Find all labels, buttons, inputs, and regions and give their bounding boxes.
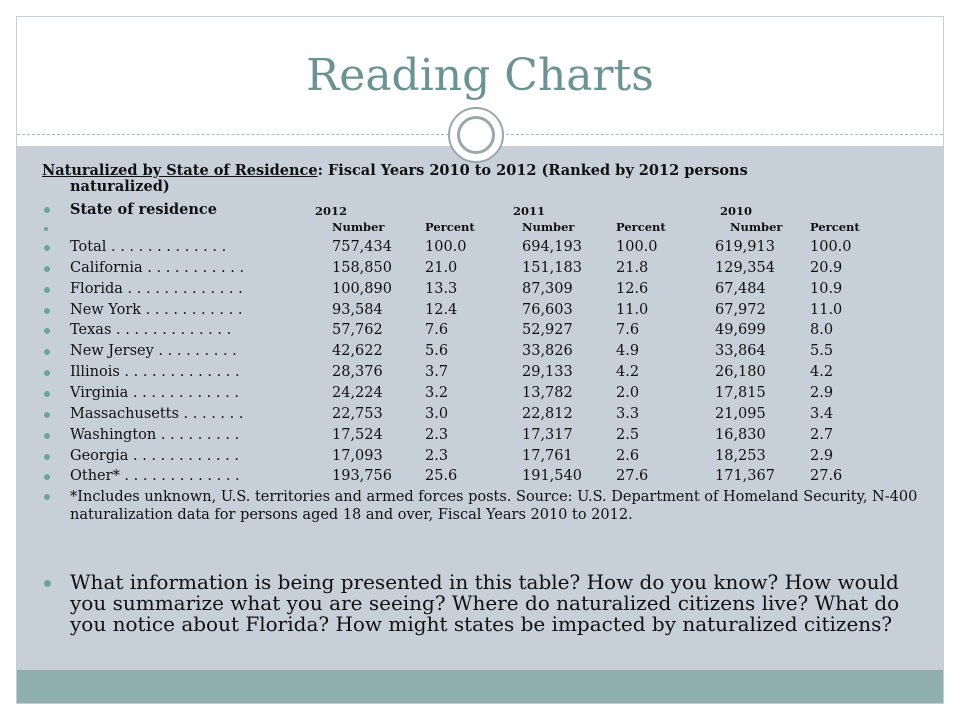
cell-p2012: 12.4 [425, 301, 458, 318]
cell-n2010: 171,367 [715, 468, 775, 485]
footer-bar [17, 670, 943, 703]
bullet-icon [44, 266, 50, 272]
subheader-percent-2011: Percent [616, 220, 666, 234]
subheader-number-2010: Number [730, 220, 783, 234]
cell-p2012: 5.6 [425, 343, 449, 360]
bullet-icon [44, 580, 51, 587]
cell-p2011: 100.0 [616, 239, 658, 255]
cell-n2011: 694,193 [522, 239, 582, 255]
cell-p2011: 7.6 [616, 322, 640, 339]
cell-p2010: 11.0 [810, 301, 843, 318]
cell-p2010: 2.9 [810, 384, 834, 401]
cell-state: New Jersey . . . . . . . . . [70, 343, 237, 360]
cell-n2012: 22,753 [332, 405, 383, 422]
bullet-icon [44, 412, 50, 418]
cell-p2011: 4.9 [616, 343, 640, 360]
slide-title: Reading Charts [306, 50, 654, 101]
cell-p2010: 27.6 [810, 468, 843, 485]
cell-p2010: 5.5 [810, 343, 834, 360]
year-2011: 2011 [513, 204, 546, 218]
cell-n2011: 151,183 [522, 259, 582, 276]
cell-p2010: 3.4 [810, 405, 834, 422]
bullet-icon [44, 207, 50, 213]
cell-p2012: 7.6 [425, 322, 449, 339]
cell-p2010: 4.2 [810, 364, 834, 381]
cell-p2011: 21.8 [616, 259, 649, 276]
cell-n2012: 757,434 [332, 239, 392, 255]
bullet-icon [44, 287, 50, 293]
cell-p2011: 27.6 [616, 468, 649, 485]
cell-state: California . . . . . . . . . . . [70, 259, 245, 276]
cell-p2012: 25.6 [425, 468, 458, 485]
cell-n2011: 191,540 [522, 468, 582, 485]
cell-state: New York . . . . . . . . . . . [70, 301, 243, 318]
cell-state: Illinois . . . . . . . . . . . . . [70, 364, 240, 381]
year-2010: 2010 [720, 204, 753, 218]
cell-n2012: 42,622 [332, 343, 383, 360]
cell-p2012: 3.0 [425, 405, 449, 422]
cell-state: Other* . . . . . . . . . . . . . [70, 468, 240, 485]
cell-n2010: 33,864 [715, 343, 766, 360]
cell-p2011: 2.5 [616, 426, 640, 443]
cell-n2010: 67,484 [715, 280, 766, 297]
cell-p2012: 2.3 [425, 447, 449, 464]
cell-state: Texas . . . . . . . . . . . . . [70, 322, 232, 339]
cell-n2011: 87,309 [522, 280, 573, 297]
cell-p2010: 2.9 [810, 447, 834, 464]
cell-state: Total . . . . . . . . . . . . . [70, 239, 227, 255]
cell-n2010: 21,095 [715, 405, 766, 422]
cell-n2011: 17,761 [522, 447, 573, 464]
cell-state: Virginia . . . . . . . . . . . . [70, 384, 239, 401]
cell-state: Massachusetts . . . . . . . [70, 405, 244, 422]
cell-n2012: 28,376 [332, 364, 383, 381]
cell-p2010: 100.0 [810, 239, 852, 255]
bullet-icon [44, 494, 50, 500]
cell-n2010: 18,253 [715, 447, 766, 464]
year-2012: 2012 [315, 204, 348, 218]
bullet-icon [44, 433, 50, 439]
cell-p2010: 2.7 [810, 426, 834, 443]
cell-p2010: 20.9 [810, 259, 843, 276]
cell-p2012: 13.3 [425, 280, 458, 297]
cell-p2011: 2.6 [616, 447, 640, 464]
bullet-icon [44, 391, 50, 397]
cell-n2010: 16,830 [715, 426, 766, 443]
cell-n2010: 619,913 [715, 239, 775, 255]
subheader-percent-2010: Percent [810, 220, 860, 234]
cell-n2012: 193,756 [332, 468, 392, 485]
cell-p2012: 2.3 [425, 426, 449, 443]
cell-n2012: 57,762 [332, 322, 383, 339]
cell-n2010: 26,180 [715, 364, 766, 381]
cell-n2011: 22,812 [522, 405, 573, 422]
cell-n2011: 29,133 [522, 364, 573, 381]
cell-state: Georgia . . . . . . . . . . . . [70, 447, 240, 464]
cell-p2012: 100.0 [425, 239, 467, 255]
subheader-number-2011: Number [522, 220, 575, 234]
cell-n2011: 52,927 [522, 322, 573, 339]
bullet-icon [44, 245, 50, 251]
heading-underlined: Naturalized by State of Residence [42, 162, 318, 179]
ring-ornament-icon [448, 107, 504, 163]
cell-p2011: 4.2 [616, 364, 640, 381]
cell-n2010: 129,354 [715, 259, 775, 276]
cell-p2011: 2.0 [616, 384, 640, 401]
table-heading [42, 163, 822, 195]
cell-n2011: 13,782 [522, 384, 573, 401]
cell-n2010: 49,699 [715, 322, 766, 339]
cell-p2010: 10.9 [810, 280, 843, 297]
heading-rest: : Fiscal Years 2010 to 2012 (Ranked by 2012 persons [317, 162, 748, 179]
bullet-icon [44, 454, 50, 460]
subheader-number-2012: Number [332, 220, 385, 234]
cell-p2011: 12.6 [616, 280, 649, 297]
cell-n2011: 17,317 [522, 426, 573, 443]
cell-n2012: 158,850 [332, 259, 392, 276]
cell-state: Florida . . . . . . . . . . . . . [70, 280, 243, 297]
cell-n2011: 76,603 [522, 301, 573, 318]
bullet-icon [44, 308, 50, 314]
subheader-percent-2012: Percent [425, 220, 475, 234]
cell-n2012: 93,584 [332, 301, 383, 318]
cell-n2012: 100,890 [332, 280, 392, 297]
discussion-question: What information is being presented in this table? How do you know? How would you summarize what you are seeing? Where do naturalized citizens live? What do you notice about Florida? How might states be impacted by naturalized citizens? [70, 570, 900, 636]
cell-n2010: 17,815 [715, 384, 766, 401]
cell-p2011: 3.3 [616, 405, 640, 422]
cell-n2012: 17,093 [332, 447, 383, 464]
cell-p2012: 21.0 [425, 259, 458, 276]
cell-p2010: 8.0 [810, 322, 834, 339]
cell-state: Washington . . . . . . . . . [70, 426, 240, 443]
cell-n2010: 67,972 [715, 301, 766, 318]
cell-p2012: 3.2 [425, 384, 449, 401]
cell-p2011: 11.0 [616, 301, 649, 318]
footnote: *Includes unknown, U.S. territories and armed forces posts. Source: U.S. Department of Homeland Security, N-400 naturalization data for persons aged 18 and over, Fiscal Years 2010 to 2012. [70, 489, 918, 523]
cell-n2012: 17,524 [332, 426, 383, 443]
heading-line2: naturalized) [70, 178, 170, 195]
header-state-label: State of residence [70, 201, 217, 218]
cell-p2012: 3.7 [425, 364, 449, 381]
cell-n2012: 24,224 [332, 384, 383, 401]
bullet-icon [44, 227, 48, 231]
cell-n2011: 33,826 [522, 343, 573, 360]
